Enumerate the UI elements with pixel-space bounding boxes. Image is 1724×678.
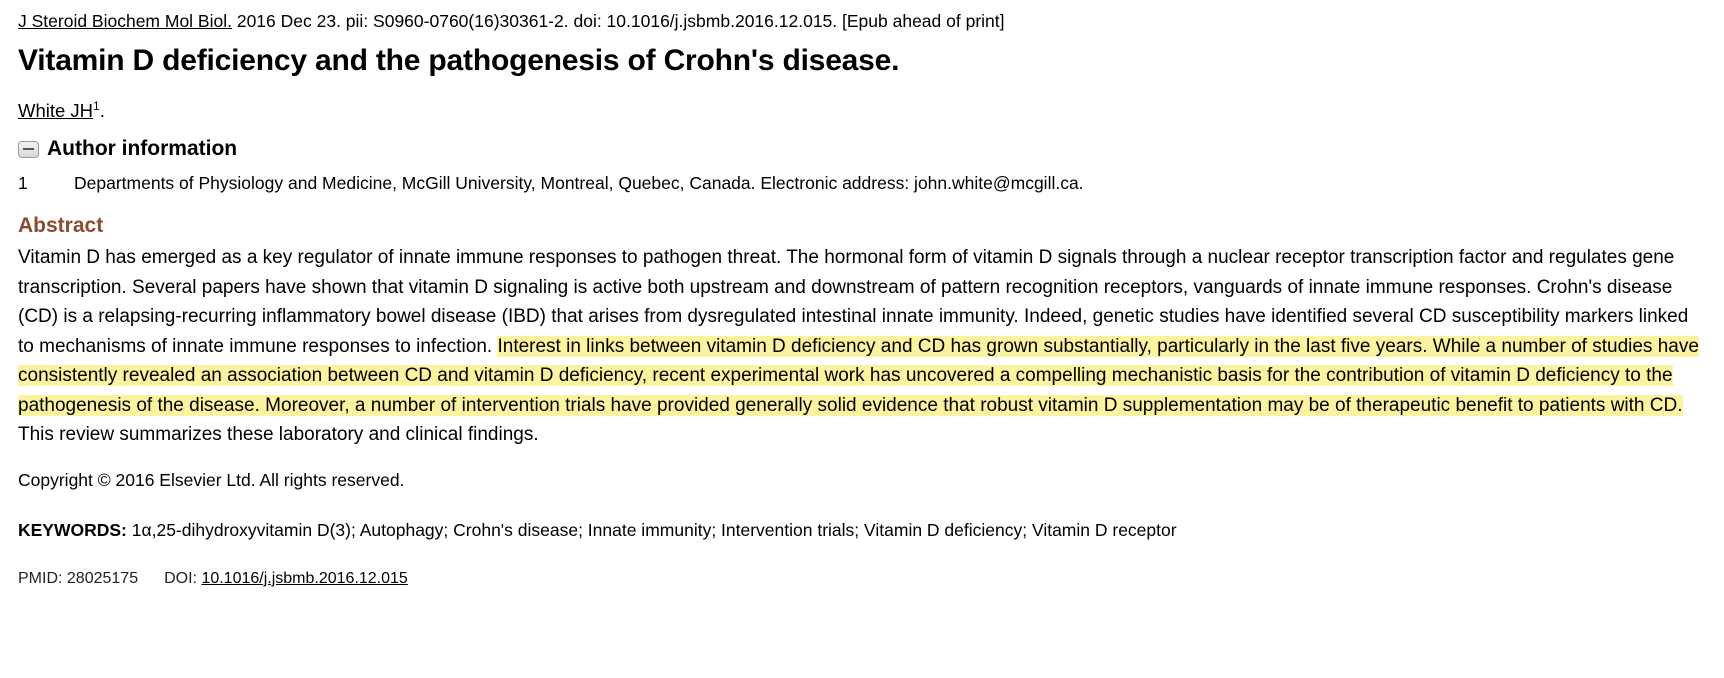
identifiers-row bbox=[18, 568, 1706, 590]
collapse-minus-icon[interactable] bbox=[18, 141, 39, 158]
pmid-value: 28025175 bbox=[62, 569, 139, 587]
citation-line bbox=[18, 10, 1706, 32]
affiliation-number: 1 bbox=[18, 173, 28, 194]
doi-link[interactable]: 10.1016/j.jsbmb.2016.12.015 bbox=[201, 569, 408, 587]
author-link-white-jh[interactable]: White JH bbox=[18, 100, 94, 122]
abstract-heading: Abstract bbox=[18, 214, 104, 238]
abstract-highlighted-text: Interest in links between vitamin D deficiency and CD has grown substantially, particularly in the last five years. While a number of studies have consistently revealed an association between CD and vitamin D deficiency, recent experimental work has uncovered a compelling mechanistic basis for the contribution of vitamin D deficiency to the pathogenesis of the disease. Moreover, a number of intervention trials have provided generally solid evidence that robust vitamin D supplementation may be of therapeutic benefit to patients with CD. bbox=[18, 335, 1699, 416]
abstract-part-two: This review summarizes these laboratory and clinical findings. bbox=[18, 424, 539, 446]
author-trailing-punctuation: . bbox=[99, 100, 105, 122]
page-title: Vitamin D deficiency and the pathogenesis of Crohn's disease. bbox=[18, 44, 900, 77]
citation-details: 2016 Dec 23. pii: S0960-0760(16)30361-2. doi: 10.1016/j.jsbmb.2016.12.015. [Epub ahead of print] bbox=[231, 11, 1005, 31]
author-information-label: Author information bbox=[47, 137, 238, 161]
keywords-line bbox=[18, 518, 1706, 542]
affiliation-entry bbox=[18, 171, 1706, 195]
abstract-part-one: Vitamin D has emerged as a key regulator of innate immune responses to pathogen threat. The hormonal form of vitamin D signals through a nuclear receptor transcription factor and regulates gene transcription. Several papers have shown that vitamin D signaling is active both upstream and downstream of pattern recognition receptors, vanguards of innate immune responses. Crohn's disease (CD) is a relapsing-recurring inflammatory bowel disease (IBD) that arises from dysregulated intestinal innate immunity. Indeed, genetic studies have identified several CD susceptibility markers linked to mechanisms of innate immune responses to infection. bbox=[18, 247, 1689, 357]
journal-link[interactable]: J Steroid Biochem Mol Biol. bbox=[18, 11, 232, 31]
keywords-label: KEYWORDS: bbox=[18, 519, 127, 540]
doi-label: DOI: bbox=[164, 569, 197, 587]
affiliation-text: Departments of Physiology and Medicine, McGill University, Montreal, Quebec, Canada. Electronic address: john.white@mcgill.ca. bbox=[74, 173, 1084, 194]
abstract-text bbox=[18, 243, 1706, 450]
keywords-values: 1α,25-dihydroxyvitamin D(3); Autophagy; Crohn's disease; Innate immunity; Intervention trials; Vitamin D deficiency; Vitamin D receptor bbox=[126, 519, 1177, 540]
doi-block bbox=[164, 568, 408, 590]
author-list bbox=[18, 94, 1706, 123]
pmid-block bbox=[18, 568, 138, 590]
pmid-label: PMID: bbox=[18, 569, 63, 587]
copyright-text: Copyright © 2016 Elsevier Ltd. All rights reserved. bbox=[18, 469, 405, 490]
author-information-header[interactable] bbox=[18, 137, 1706, 161]
author-affiliation-marker[interactable]: 1 bbox=[93, 99, 100, 113]
